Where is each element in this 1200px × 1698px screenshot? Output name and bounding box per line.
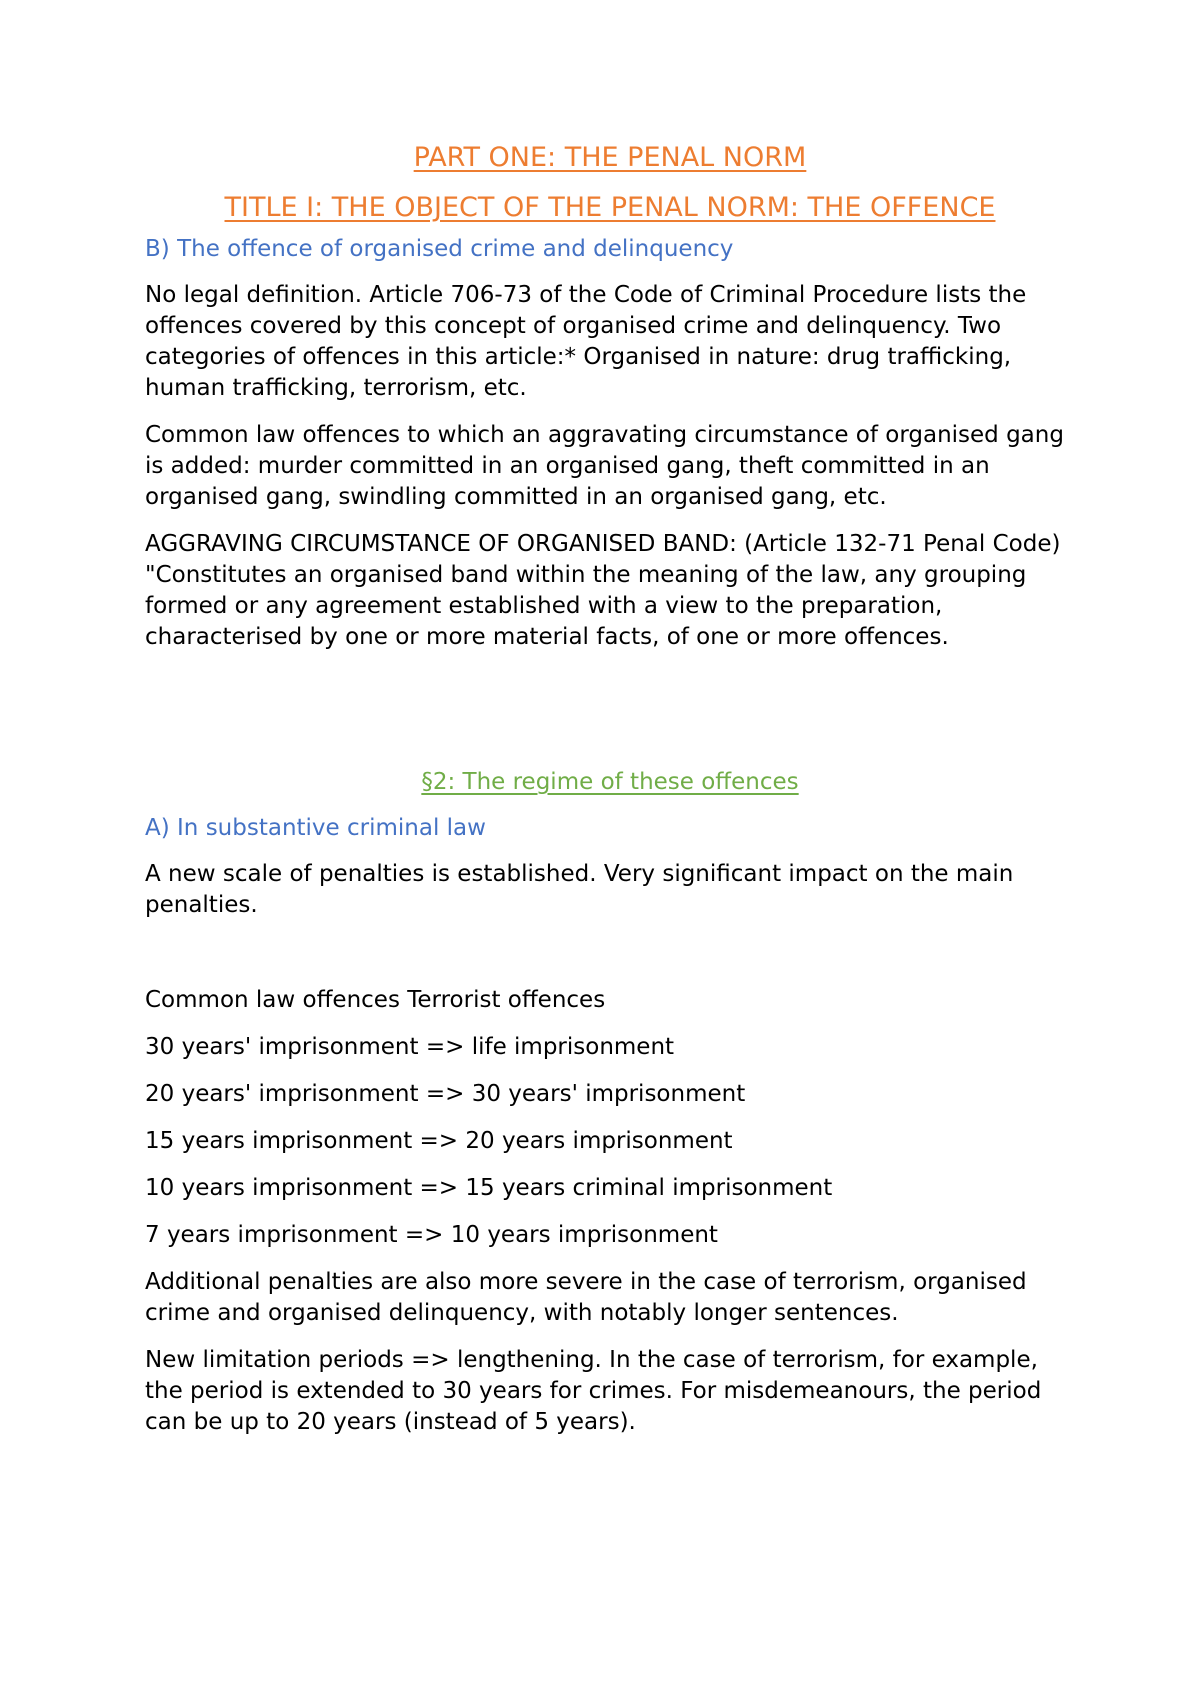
subheading-a: A) In substantive criminal law	[145, 815, 486, 841]
penalty-line: 10 years imprisonment => 15 years criminal imprisonment	[145, 1175, 833, 1201]
title-heading: TITLE I: THE OBJECT OF THE PENAL NORM: THE OFFENCE	[224, 192, 996, 223]
paragraph-penalty-columns: Common law offences Terrorist offences	[145, 987, 606, 1013]
penalty-line: 15 years imprisonment => 20 years imprisonment	[145, 1128, 733, 1154]
document-body	[145, 140, 1075, 1454]
spacer	[145, 937, 1075, 985]
paragraph-aggravating-circumstance: AGGRAVING CIRCUMSTANCE OF ORGANISED BAND: (Article 132-71 Penal Code) "Constitutes an organised band within the meaning of the law, any grouping formed or any agreement established with a view to the preparation, characterised by one or more material facts, of one or more offences.	[145, 531, 1061, 650]
paragraph-additional-penalties: Additional penalties are also more severe in the case of terrorism, organised crime and organised delinquency, with notably longer sentences.	[145, 1269, 1027, 1326]
section-heading-2: §2: The regime of these offences	[421, 769, 799, 795]
part-heading: PART ONE: THE PENAL NORM	[413, 142, 807, 173]
subheading-b: B) The offence of organised crime and delinquency	[145, 236, 734, 262]
spacer	[145, 669, 1075, 767]
paragraph-limitation-periods: New limitation periods => lengthening. In the case of terrorism, for example, the period is extended to 30 years for crimes. For misdemeanours, the period can be up to 20 years (instead of 5 years).	[145, 1347, 1042, 1435]
paragraph-legal-definition: No legal definition. Article 706-73 of the Code of Criminal Procedure lists the offences covered by this concept of organised crime and delinquency. Two categories of offences in this article:* Organised in nature: drug trafficking, human trafficking, terrorism, etc.	[145, 282, 1027, 401]
penalty-line: 7 years imprisonment => 10 years imprisonment	[145, 1222, 718, 1248]
penalty-line: 30 years' imprisonment => life imprisonment	[145, 1034, 675, 1060]
paragraph-new-scale: A new scale of penalties is established. Very significant impact on the main penalties.	[145, 861, 1014, 918]
paragraph-common-law-offences: Common law offences to which an aggravating circumstance of organised gang is added: murder committed in an organised gang, theft committed in an organised gang, swindling committed in an organised gang, etc.	[145, 422, 1064, 510]
penalty-line: 20 years' imprisonment => 30 years' imprisonment	[145, 1081, 746, 1107]
